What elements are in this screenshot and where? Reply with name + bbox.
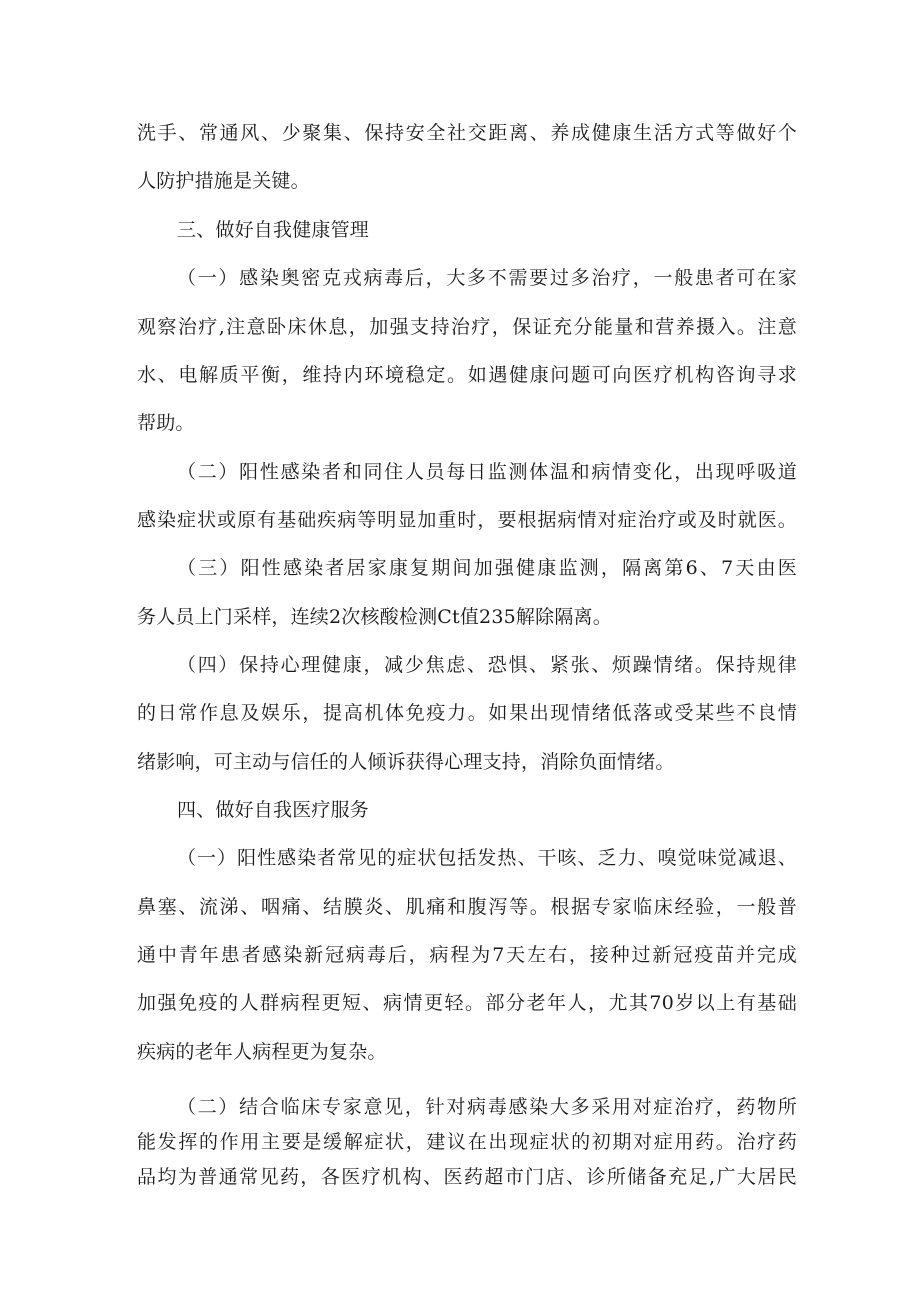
body-text-line: 能发挥的作用主要是缓解症状，建议在出现症状的初期对症用药。治疗药 (137, 1131, 797, 1153)
section-heading: 四、做好自我医疗服务 (177, 799, 370, 821)
body-text-line: 的日常作息及娱乐，提高机体免疫力。如果出现情绪低落或受某些不良情 (137, 702, 797, 724)
body-text-line: （二）阳性感染者和同住人员每日监测体温和病情变化，出现呼吸道 (177, 461, 797, 483)
body-text-line: 鼻塞、流涕、咽痛、结膜炎、肌痛和腹泻等。根据专家临床经验，一般普 (137, 896, 797, 918)
body-text-line: 务人员上门采样，连续2次核酸检测Ct值235解除隔离。 (137, 606, 612, 628)
body-text-line: 绪影响，可主动与信任的人倾诉获得心理支持，消除负面情绪。 (137, 751, 675, 773)
body-text-line: （一）感染奥密克戎病毒后，大多不需要过多治疗，一般患者可在家 (177, 267, 797, 289)
body-text-line: 水、电解质平衡，维持内环境稳定。如遇健康问题可向医疗机构咨询寻求 (137, 364, 797, 386)
body-text-line: 加强免疫的人群病程更短、病情更轻。部分老年人，尤其70岁以上有基础 (137, 992, 797, 1014)
body-text-line: （二）结合临床专家意见，针对病毒感染大多采用对症治疗，药物所 (177, 1096, 797, 1118)
body-text-line: 通中青年患者感染新冠病毒后，病程为7天左右，接种过新冠疫苗并完成 (137, 944, 797, 966)
body-text-line: 品均为普通常见药，各医疗机构、医药超市门店、诊所储备充足,广大居民 (137, 1166, 797, 1188)
body-text-line: 疾病的老年人病程更为复杂。 (137, 1041, 387, 1063)
body-text-line: 洗手、常通风、少聚集、保持安全社交距离、养成健康生活方式等做好个 (137, 122, 797, 144)
body-text-line: 感染症状或原有基础疾病等明显加重时，要根据病情对症治疗或及时就医。 (137, 509, 797, 531)
body-text-line: （三）阳性感染者居家康复期间加强健康监测，隔离第6、7天由医 (177, 557, 797, 579)
body-text-line: （一）阳性感染者常见的症状包括发热、干咳、乏力、嗅觉味觉减退、 (177, 847, 797, 869)
body-text-line: 观察治疗,注意卧床休息，加强支持治疗，保证充分能量和营养摄入。注意 (137, 316, 797, 338)
section-heading: 三、做好自我健康管理 (177, 219, 370, 241)
body-text-line: 帮助。 (137, 412, 195, 434)
body-text-line: 人防护措施是关键。 (137, 170, 310, 192)
body-text-line: （四）保持心理健康，减少焦虑、恐惧、紧张、烦躁情绪。保持规律 (177, 654, 797, 676)
